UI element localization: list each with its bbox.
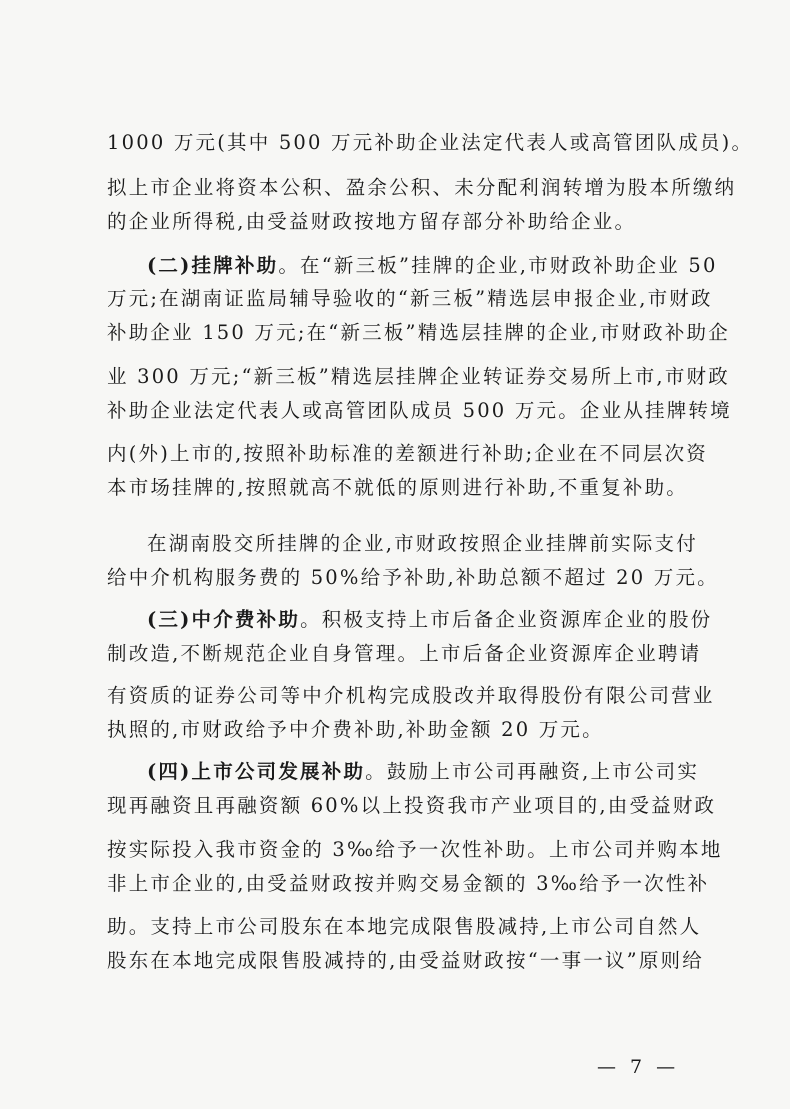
section-text: 。鼓励上市公司再融资,上市公司实 [365, 760, 700, 783]
section-2-heading-line [147, 250, 718, 282]
text-line: 的企业所得税,由受益财政按地方留存部分补助给企业。 [107, 210, 637, 233]
text-line: 执照的,市财政给予中介费补助,补助金额 20 万元。 [107, 718, 604, 741]
text-line: 在湖南股交所挂牌的企业,市财政按照企业挂牌前实际支付 [147, 532, 698, 555]
text-line: 内(外)上市的,按照补助标准的差额进行补助;企业在不同层次资 [107, 442, 708, 465]
text-line: 按实际投入我市资金的 3‰给予一次性补助。上市公司并购本地 [107, 838, 723, 861]
text-line: 非上市企业的,由受益财政按并购交易金额的 3‰给予一次性补 [107, 872, 710, 895]
section-heading: (三)中介费补助 [147, 608, 301, 631]
text-line: 股东在本地完成限售股减持的,由受益财政按“一事一议”原则给 [107, 949, 704, 972]
text-line: 业 300 万元;“新三板”精选层挂牌企业转证券交易所上市,市财政 [107, 365, 730, 388]
text-line: 给中介机构服务费的 50%给予补助,补助总额不超过 20 万元。 [107, 566, 719, 589]
text-line: 1000 万元(其中 500 万元补助企业法定代表人或高管团队成员)。 [107, 131, 754, 154]
text-line: 现再融资且再融资额 60%以上投资我市产业项目的,由受益财政 [107, 794, 717, 817]
text-line: 万元;在湖南证监局辅导验收的“新三板”精选层申报企业,市财政 [107, 287, 713, 310]
section-text: 。在“新三板”挂牌的企业,市财政补助企业 50 [278, 254, 718, 277]
page-number: — 7 — [597, 1056, 680, 1078]
section-text: 。积极支持上市后备企业资源库企业的股份 [300, 608, 713, 631]
text-line: 有资质的证券公司等中介机构完成股改并取得股份有限公司营业 [107, 684, 715, 707]
section-heading: (二)挂牌补助 [147, 254, 279, 277]
text-line: 制改造,不断规范企业自身管理。上市后备企业资源库企业聘请 [107, 642, 702, 665]
section-4-heading-line [147, 756, 700, 788]
text-line: 拟上市企业将资本公积、盈余公积、未分配利润转增为股本所缴纳 [107, 176, 737, 199]
text-line: 补助企业法定代表人或高管团队成员 500 万元。企业从挂牌转境 [107, 399, 732, 422]
section-heading: (四)上市公司发展补助 [147, 760, 366, 783]
text-line: 助。支持上市公司股东在本地完成限售股减持,上市公司自然人 [107, 915, 702, 938]
section-3-heading-line [147, 604, 713, 636]
text-line: 补助企业 150 万元;在“新三板”精选层挂牌的企业,市财政补助企 [107, 321, 730, 344]
text-line: 本市场挂牌的,按照就高不就低的原则进行补助,不重复补助。 [107, 476, 688, 499]
